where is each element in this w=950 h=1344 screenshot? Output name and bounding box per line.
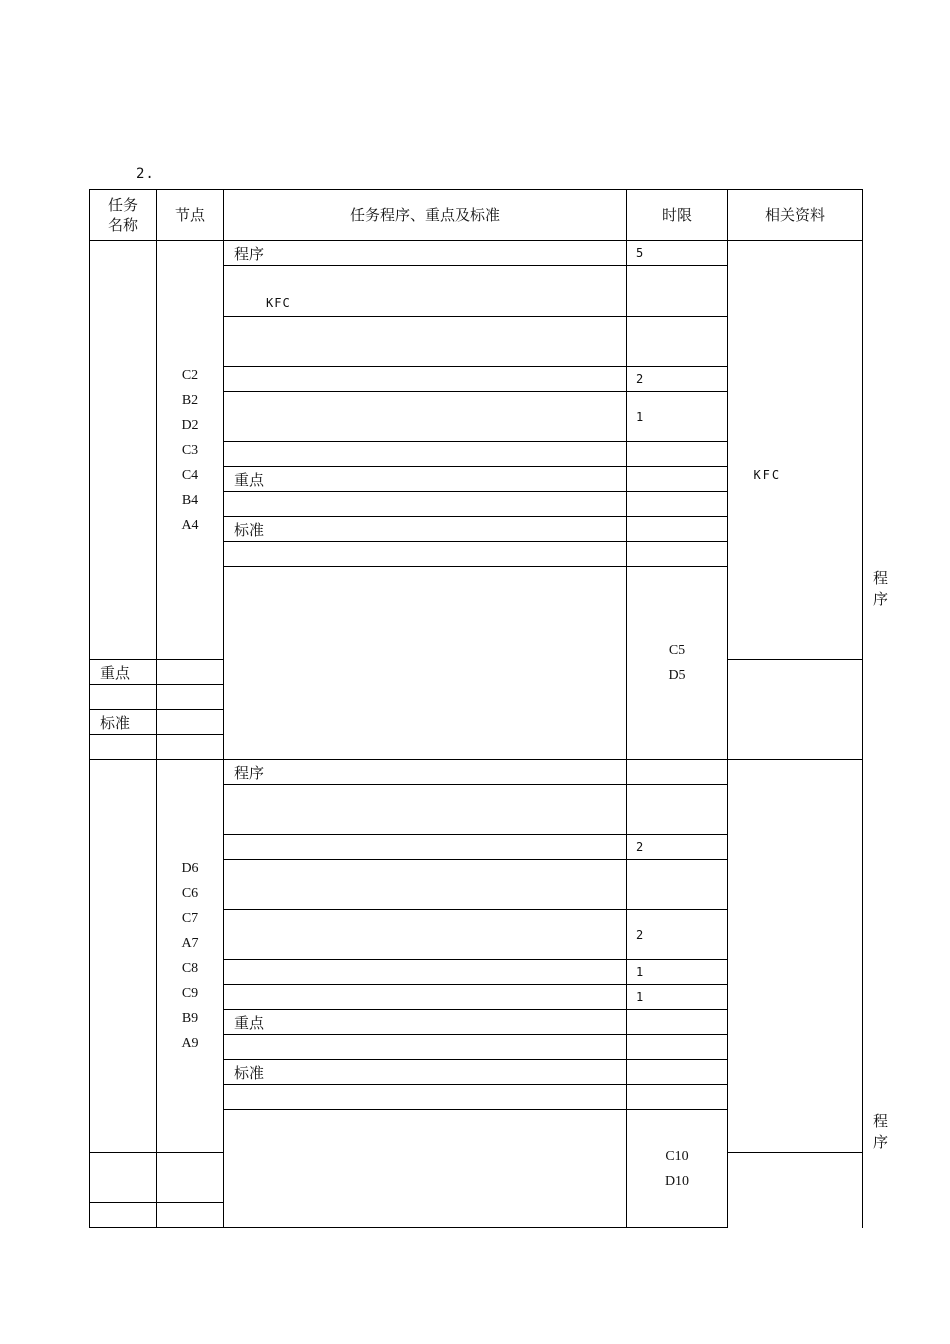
time-cell [627,467,728,492]
header-resources: 相关资料 [728,190,863,241]
node-cell: D6 C6 C7 A7 C8 C9 B9 A9 [157,760,224,1153]
time-cell [157,710,224,735]
section-program: 程序 [224,241,627,266]
step-cell: KFC [224,266,627,317]
step-cell [224,1085,627,1110]
time-cell [627,517,728,542]
header-time-limit: 时限 [627,190,728,241]
time-cell [627,760,728,785]
task-name-cell [90,241,157,660]
step-cell [90,735,157,760]
section-key: 重点 [224,467,627,492]
time-cell [627,317,728,367]
step-cell [90,1203,157,1228]
node-cell: C2 B2 D2 C3 C4 B4 A4 [157,241,224,660]
time-cell [627,1085,728,1110]
time-cell: 2 [627,910,728,960]
time-cell [627,1060,728,1085]
task-name-cell [224,1110,627,1228]
step-cell [224,392,627,442]
step-cell [224,985,627,1010]
step-cell [224,1035,627,1060]
time-cell [627,442,728,467]
task-name-cell [224,567,627,760]
time-cell [157,1203,224,1228]
time-cell: 1 [627,960,728,985]
step-cell [224,960,627,985]
time-cell [627,785,728,835]
time-cell: 1 [627,392,728,442]
step-cell [224,317,627,367]
step-cell [90,685,157,710]
time-cell [627,860,728,910]
table-row: C5 D5 程序 [90,567,863,610]
table-row [90,760,863,785]
table-header-row [90,190,863,241]
time-cell [627,266,728,317]
step-cell [224,860,627,910]
section-standard: 标准 [224,517,627,542]
table-row [90,241,863,266]
step-cell [224,542,627,567]
section-key: 重点 [224,1010,627,1035]
resources-cell: KFC [728,241,863,660]
header-procedure: 任务程序、重点及标准 [224,190,627,241]
time-cell: 1 [627,985,728,1010]
step-cell [224,910,627,960]
section-standard: 标准 [224,1060,627,1085]
step-cell [90,1153,157,1203]
step-cell [224,367,627,392]
resources-cell [728,760,863,1153]
time-cell [627,542,728,567]
task-table [89,189,889,1228]
node-cell: C10 D10 [627,1110,728,1228]
time-cell [627,1010,728,1035]
header-node: 节点 [157,190,224,241]
header-task-name: 任务 名称 [90,190,157,241]
section-program: 程序 [224,760,627,785]
step-cell [224,785,627,835]
time-cell: 2 [627,835,728,860]
time-cell [627,1035,728,1060]
time-cell: 5 [627,241,728,266]
task-name-cell [90,760,157,1153]
step-cell [224,492,627,517]
time-cell [157,735,224,760]
step-cell [224,835,627,860]
step-cell [224,442,627,467]
time-cell [627,492,728,517]
time-cell [157,685,224,710]
time-cell: 2 [627,367,728,392]
time-cell [157,1153,224,1203]
node-cell: C5 D5 [627,567,728,760]
time-cell [157,660,224,685]
section-heading: 2. [136,166,155,182]
table-row: C10 D10 程序 [90,1110,863,1153]
section-standard: 标准 [90,710,157,735]
section-key: 重点 [90,660,157,685]
